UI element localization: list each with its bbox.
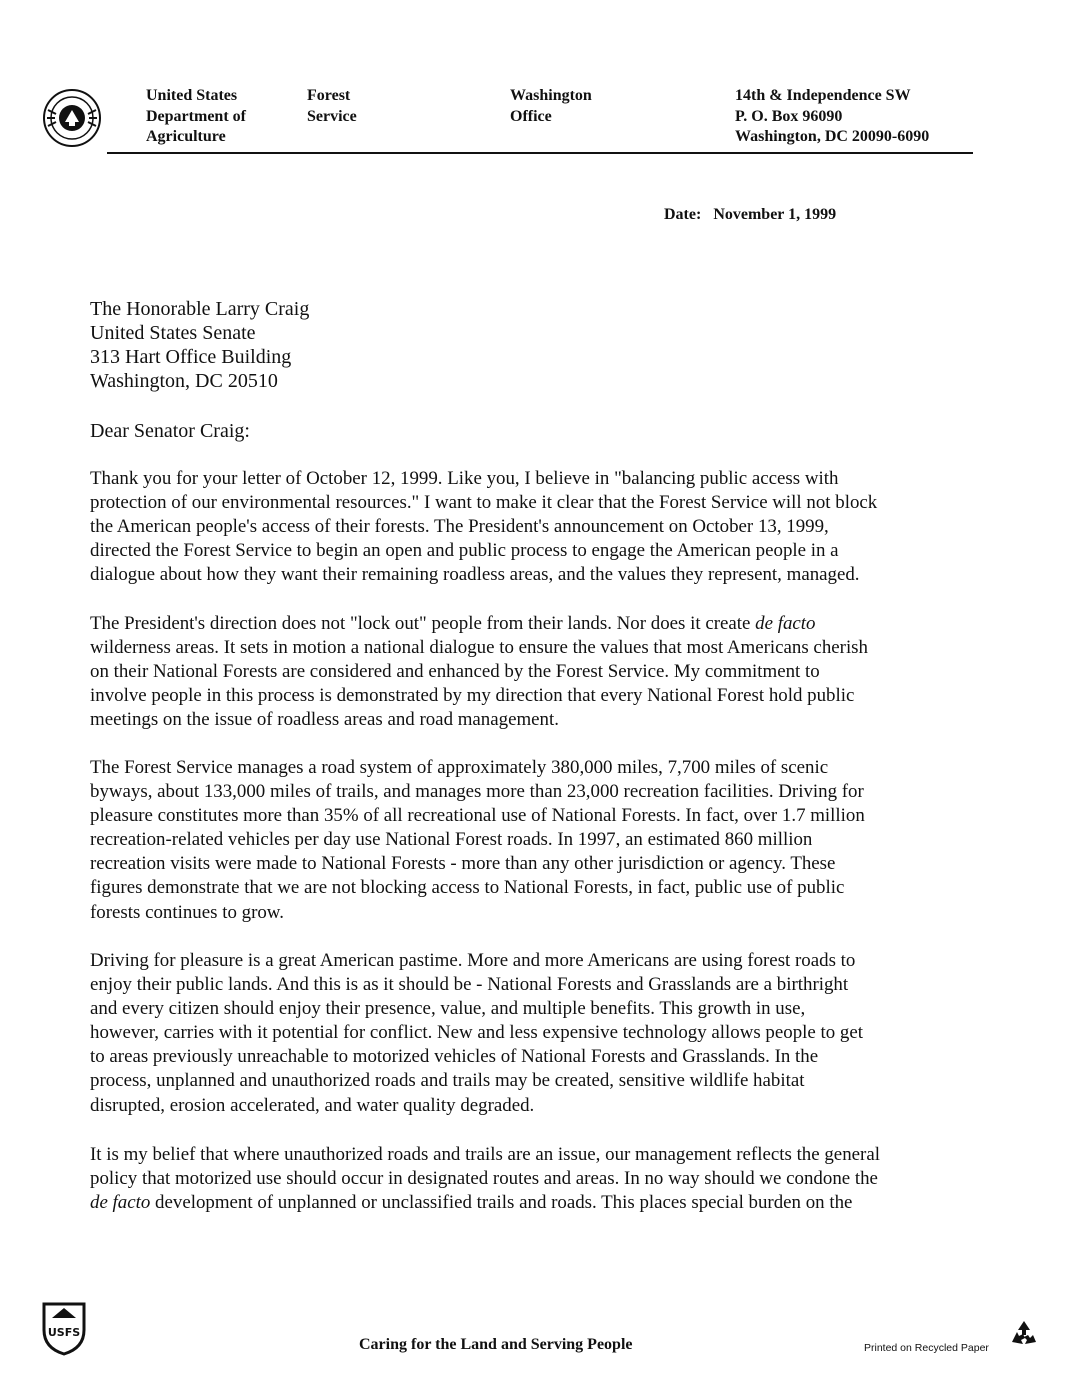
letterhead-line: Washington, DC 20090-6090 [735, 128, 930, 145]
text-line: byways, about 133,000 miles of trails, and manages more than 23,000 recreation facilities. Driving for [90, 781, 864, 803]
recipient-line: 313 Hart Office Building [90, 346, 292, 368]
italic-text: de facto [755, 613, 816, 634]
recipient-line: United States Senate [90, 322, 256, 344]
text-line: wilderness areas. It sets in motion a national dialogue to ensure the values that most Americans cherish [90, 637, 868, 659]
footer-tagline: Caring for the Land and Serving People [359, 1336, 633, 1353]
date-line [664, 206, 836, 224]
date-value: November 1, 1999 [713, 206, 837, 223]
printed-notice: Printed on Recycled Paper [864, 1342, 989, 1354]
letterhead-office [510, 86, 592, 127]
text-line: disrupted, erosion accelerated, and water quality degraded. [90, 1094, 535, 1116]
text-line: process, unplanned and unauthorized roads and trails may be created, sensitive wildlife habitat [90, 1070, 805, 1092]
letterhead-line: Department of [146, 107, 246, 125]
forest-service-shield-icon [40, 1300, 88, 1356]
text-line: Driving for pleasure is a great American pastime. More and more Americans are using forest roads to [90, 950, 856, 971]
body-paragraph [90, 612, 990, 732]
letterhead-line: Office [510, 107, 552, 125]
text-line: protection of our environmental resources." I want to make it clear that the Forest Service will not block [90, 492, 878, 514]
text-line: recreation visits were made to National Forests - more than any other jurisdiction or agency. These [90, 853, 836, 875]
shield-text: USFS [47, 1326, 81, 1339]
letterhead-agency [307, 86, 357, 127]
text-line: Thank you for your letter of October 12, 1999. Like you, I believe in "balancing public access with [90, 468, 839, 489]
letterhead-line: United States [146, 87, 238, 104]
text-line: enjoy their public lands. And this is as it should be - National Forests and Grasslands are a birthright [90, 974, 849, 996]
text-line: involve people in this process is demonstrated by my direction that every National Forest hold public [90, 685, 855, 707]
letterhead-line: 14th & Independence SW [735, 87, 911, 104]
text-line: forests continues to grow. [90, 901, 284, 923]
text-line: and every citizen should enjoy their presence, value, and multiple benefits. This growth in use, [90, 998, 806, 1020]
body-paragraph [90, 467, 990, 587]
text-line: dialogue about how they want their remaining roadless areas, and the values they represent, managed. [90, 564, 860, 586]
salutation: Dear Senator Craig: [90, 420, 250, 442]
text-line: to areas previously unreachable to motorized vehicles of National Forests and Grasslands. In the [90, 1046, 819, 1068]
text-line: policy that motorized use should occur in designated routes and areas. In no way should we condone the [90, 1168, 878, 1190]
date-label: Date: [664, 206, 702, 223]
text-line: The Forest Service manages a road system of approximately 380,000 miles, 7,700 miles of scenic [90, 757, 829, 778]
body-paragraph [90, 756, 990, 925]
text-line: figures demonstrate that we are not blocking access to National Forests, in fact, public use of public [90, 877, 845, 899]
text-span: development of unplanned or unclassified trails and roads. This places special burden on the [150, 1192, 853, 1214]
letterhead-line: Washington [510, 87, 592, 104]
body-paragraph [90, 1143, 990, 1215]
letterhead-address [735, 86, 929, 148]
text-line [90, 612, 990, 636]
letterhead-divider [107, 152, 973, 154]
text-line: the American people's access of their forests. The President's announcement on October 13, 1999, [90, 516, 829, 538]
letterhead-line: Service [307, 107, 357, 125]
text-line: directed the Forest Service to begin an open and public process to engage the American people in a [90, 540, 839, 562]
body-paragraph [90, 949, 990, 1118]
recipient-address [90, 297, 309, 393]
text-line [90, 1191, 990, 1215]
text-line: however, carries with it potential for conflict. New and less expensive technology allows people to get [90, 1022, 864, 1044]
letterhead-department [146, 86, 246, 148]
recipient-line: The Honorable Larry Craig [90, 298, 310, 320]
text-span: The President's direction does not "lock out" people from their lands. Nor does it create [90, 613, 756, 634]
letterhead-line: Agriculture [146, 128, 226, 145]
text-line: It is my belief that where unauthorized roads and trails are an issue, our management reflects the general [90, 1144, 880, 1165]
letterhead-line: Forest [307, 87, 351, 104]
text-line: recreation-related vehicles per day use National Forest roads. In 1997, an estimated 860 million [90, 829, 813, 851]
recycle-icon [1008, 1318, 1040, 1350]
letterhead-line: P. O. Box 96090 [735, 107, 843, 125]
text-line: meetings on the issue of roadless areas and road management. [90, 709, 559, 731]
text-line: on their National Forests are considered and enhanced by the Forest Service. My commitment to [90, 661, 820, 683]
text-line: pleasure constitutes more than 35% of all recreational use of National Forests. In fact, over 1.7 million [90, 805, 865, 827]
usda-seal-icon [42, 88, 102, 148]
recipient-line: Washington, DC 20510 [90, 370, 278, 392]
italic-text: de facto [90, 1192, 151, 1214]
